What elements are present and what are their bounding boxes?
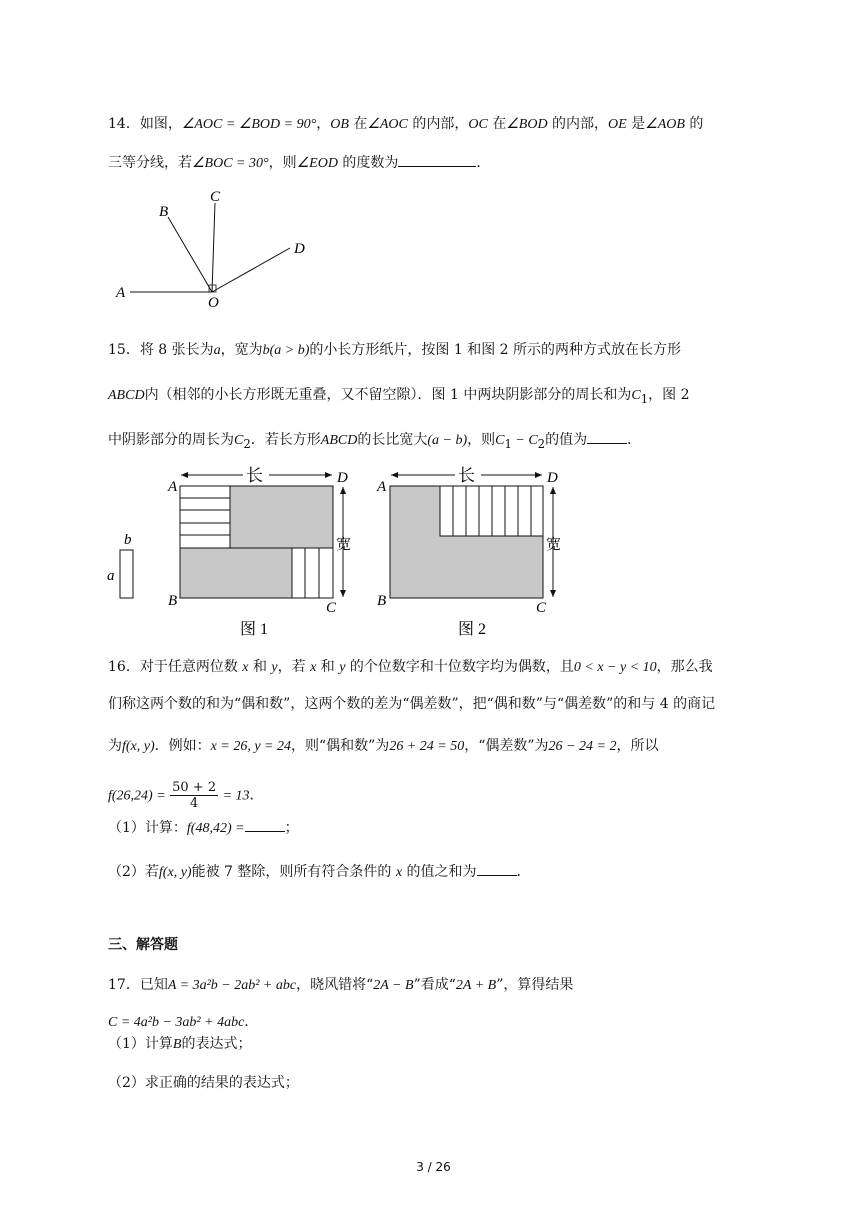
q16-line1: 16．对于任意两位数 x 和 y，若 x 和 y 的个位数字和十位数字均为偶数，且0 < x − y < 10，那么我 — [108, 659, 713, 675]
fig2-kuan-label: 宽 — [546, 537, 562, 553]
q14-angle-figure — [108, 185, 328, 310]
fig1-shade-bottom — [180, 548, 292, 598]
q16-line2: 们称这两个数的和为“偶和数”，这两个数的差为“偶差数”，把“偶和数”与“偶差数”的和与 4 的商记 — [108, 696, 716, 712]
q15-number: 15． — [108, 342, 140, 358]
ray-od — [212, 248, 290, 292]
q15-line3: 中阴影部分的周长为$C_2$．若长方形ABCD的长比宽大(a − b)，则$C_1 - C_2$的值为 ． — [108, 429, 641, 454]
q14-line1: 14．如图，∠AOC = ∠BOD = 90°，OB 在∠AOC 的内部，OC 在∠BOD 的内部，OE 是∠AOB 的 — [108, 116, 704, 132]
fig1-kuan-label: 宽 — [336, 537, 352, 553]
ray-ob — [168, 217, 212, 292]
q15-line1: 15．将 8 张长为a，宽为b(a > b)的小长方形纸片，按图 1 和图 2 所示的两种方式放在长方形 — [108, 342, 682, 358]
q16-part1: （1）计算：f(48,42) = ； — [108, 817, 299, 839]
fig1-chang-label: 长 — [246, 466, 263, 485]
q15-rectangle-figures — [100, 462, 580, 642]
svg-text:D: D — [547, 470, 558, 486]
q16-fraction: $\frac{50 + 2}{4}$ — [172, 780, 217, 811]
figure-1 — [167, 465, 351, 638]
fig2-chang-label: 长 — [458, 466, 475, 485]
svg-text:A: A — [377, 479, 387, 495]
q16-number: 16． — [108, 659, 140, 675]
figure-2 — [376, 465, 561, 638]
label-b: B — [159, 204, 169, 220]
small-label-a: a — [107, 568, 115, 584]
label-c: C — [210, 189, 221, 205]
label-d: D — [294, 241, 305, 257]
fig1-caption: 图 1 — [240, 621, 269, 638]
q17-part1: （1）计算B的表达式； — [108, 1036, 252, 1052]
q16-part2: （2）若f(x, y)能被 7 整除，则所有符合条件的 x 的值之和为 ． — [108, 861, 531, 883]
q17-line1: 17．已知A = 3a²b − 2ab² + abc，晓风错将“2A − B”看成“2A + B”，算得结果 — [108, 977, 574, 993]
small-rectangle — [120, 550, 133, 598]
q16-part1-blank[interactable] — [245, 817, 285, 832]
small-label-b: b — [124, 532, 132, 548]
q14-condition: ∠AOC = ∠BOD = 90° — [181, 117, 317, 132]
svg-text:C: C — [536, 600, 547, 616]
section-heading: 三、解答题 — [108, 937, 178, 953]
q16-part2-blank[interactable] — [477, 861, 517, 876]
svg-text:C: C — [326, 600, 337, 616]
q16-example-formula: f(26,24) = $\frac{50 + 2}{4}$ = 13． — [108, 780, 264, 811]
svg-text:A: A — [168, 479, 178, 495]
q14-number: 14． — [108, 116, 140, 132]
q17-line2: C = 4a²b − 3ab² + 4abc． — [108, 1014, 259, 1030]
q17-number: 17． — [108, 977, 140, 993]
svg-text:D: D — [337, 470, 348, 486]
svg-text:B: B — [377, 593, 387, 609]
q14-answer-blank[interactable] — [398, 152, 476, 167]
q14-line2: 三等分线，若∠BOC = 30°，则∠EOD 的度数为 ． — [108, 152, 490, 174]
q15-line2: ABCD内（相邻的小长方形既无重叠，又不留空隙）．图 1 中两块阴影部分的周长和为$C_1$，图 2 — [108, 387, 690, 406]
q17-part2: （2）求正确的结果的表达式； — [108, 1075, 299, 1091]
q15-answer-blank[interactable] — [587, 429, 627, 444]
fig2-caption: 图 2 — [458, 621, 487, 638]
svg-text:B: B — [168, 593, 178, 609]
label-a: A — [116, 285, 126, 301]
page-number: 3 / 26 — [416, 1160, 451, 1174]
fig1-shade-top — [230, 486, 333, 548]
label-o: O — [208, 295, 219, 310]
q16-line3: 为f(x, y)．例如：x = 26, y = 24，则“偶和数”为26 + 24 = 50，“偶差数”为26 − 24 = 2，所以 — [108, 738, 659, 754]
ray-oc — [212, 203, 215, 292]
